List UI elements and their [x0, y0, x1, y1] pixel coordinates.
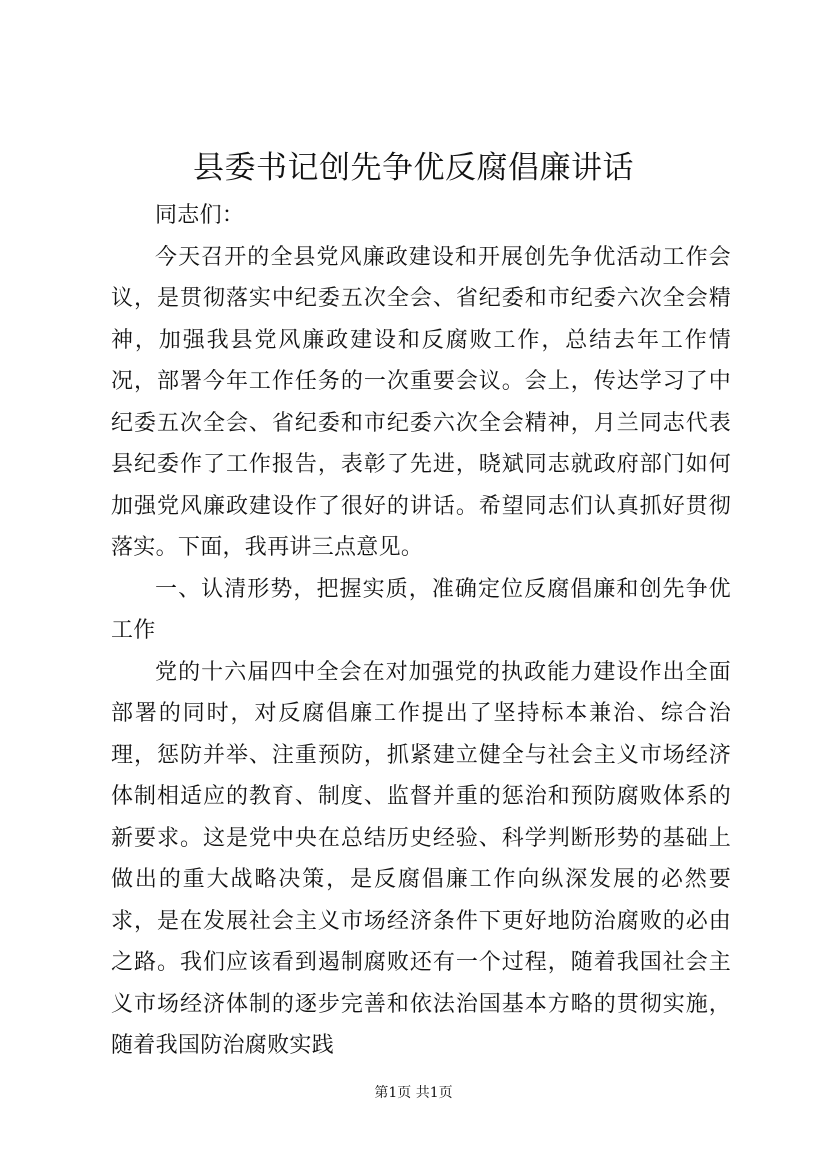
salutation: 同志们：	[155, 203, 245, 228]
document-title: 县委书记创先争优反腐倡廉讲话	[193, 150, 634, 186]
document-body	[111, 195, 731, 1067]
paragraph-intro: 今天召开的全县党风廉政建设和开展创先争优活动工作会议，是贯彻落实中纪委五次全会、省纪委和市纪委六次全会精神，加强我县党风廉政建设和反腐败工作，总结去年工作情况，部署今年工作任务的一次重要会议。会上，传达学习了中纪委五次全会、省纪委和市纪委六次全会精神，月兰同志代表县纪委作了工作报告，表彰了先进，晓斌同志就政府部门如何加强党风廉政建设作了很好的讲话。希望同志们认真抓好贯彻落实。下面，我再讲三点意见。	[111, 244, 731, 560]
paragraph-section-1: 党的十六届四中全会在对加强党的执政能力建设作出全面部署的同时，对反腐倡廉工作提出了坚持标本兼治、综合治理，惩防并举、注重预防，抓紧建立健全与社会主义市场经济体制相适应的教育、制度、监督并重的惩治和预防腐败体系的新要求。这是党中央在总结历史经验、科学判断形势的基础上做出的重大战略决策，是反腐倡廉工作向纵深发展的必然要求，是在发展社会主义市场经济条件下更好地防治腐败的必由之路。我们应该看到遏制腐败还有一个过程，随着我国社会主义市场经济体制的逐步完善和依法治国基本方略的贯彻实施，随着我国防治腐败实践	[111, 659, 731, 1058]
section-heading-1: 一、认清形势，把握实质，准确定位反腐倡廉和创先争优工作	[111, 576, 731, 643]
page-number-footer: 第1页 共1页	[374, 1085, 453, 1101]
